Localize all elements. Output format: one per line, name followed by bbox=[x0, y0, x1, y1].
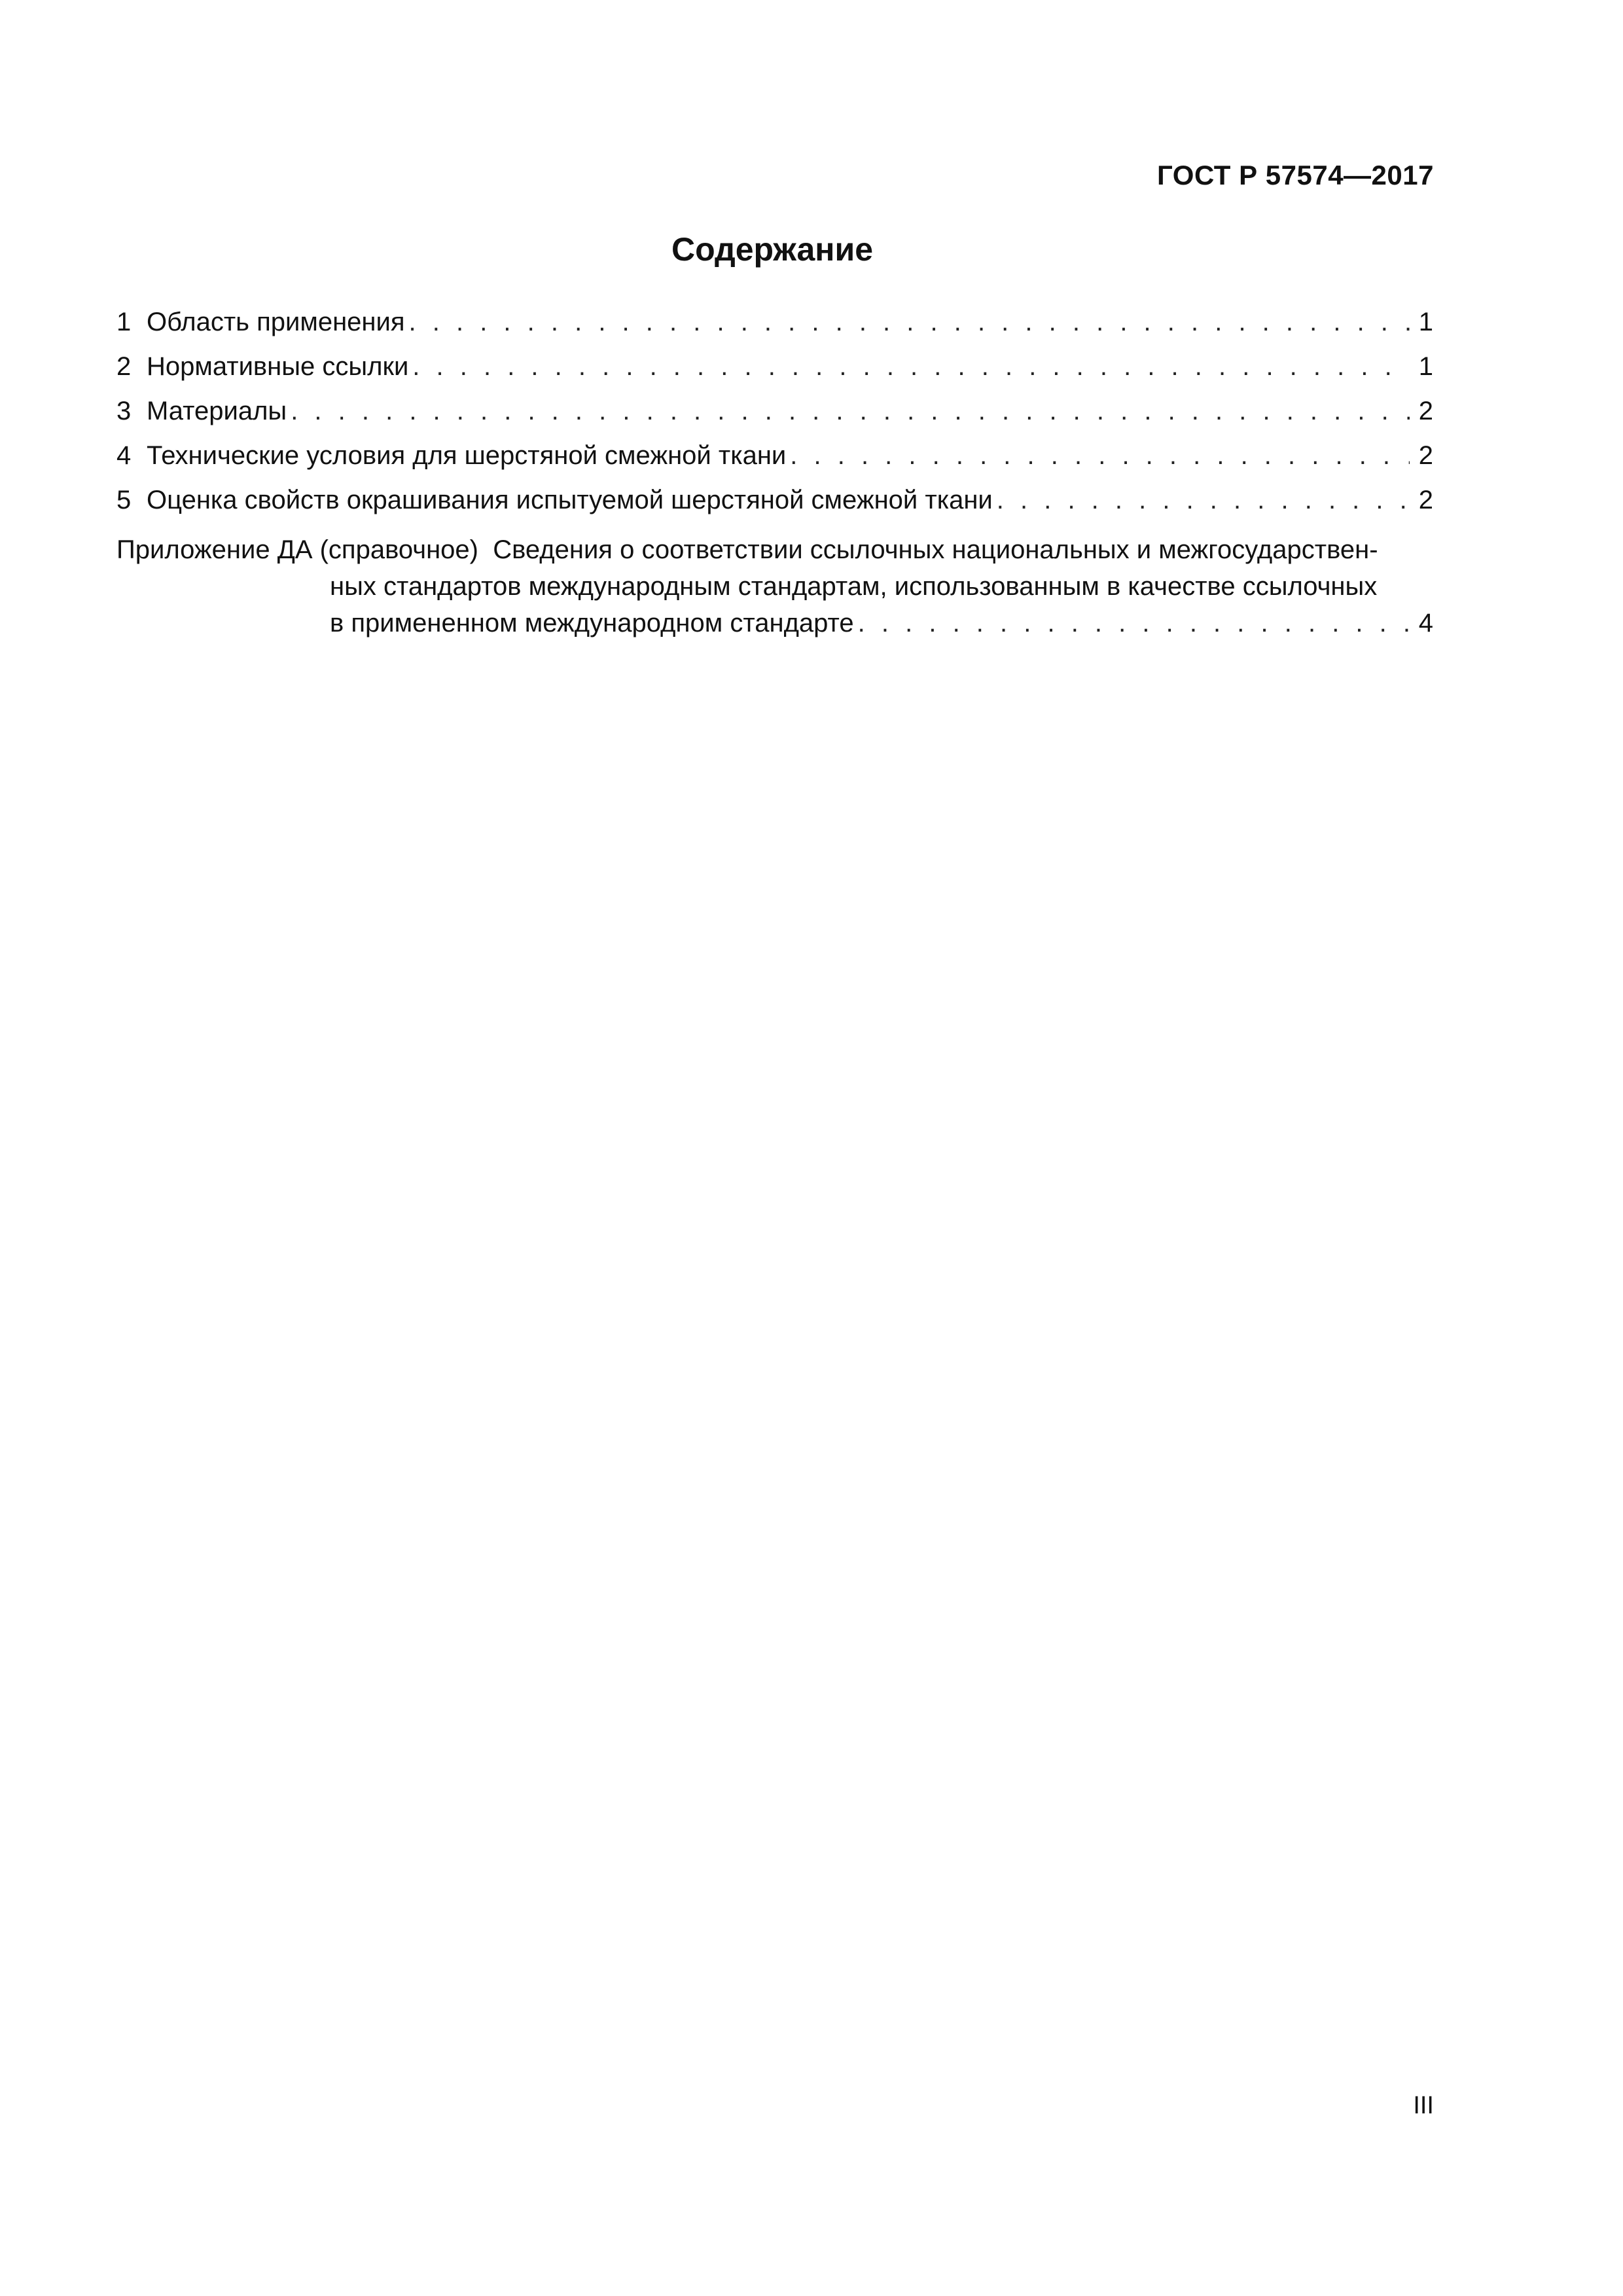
toc-entry-text: Оценка свойств окрашивания испытуемой шерстяной смежной ткани bbox=[147, 486, 993, 514]
toc-dot-leader bbox=[790, 441, 1410, 471]
table-of-contents bbox=[116, 308, 1433, 641]
toc-dot-leader bbox=[409, 308, 1410, 337]
toc-entry-5[interactable] bbox=[116, 486, 1433, 530]
toc-entry-3[interactable] bbox=[116, 397, 1433, 441]
toc-dot-leader bbox=[997, 486, 1410, 515]
toc-entry-page: 1 bbox=[1418, 352, 1433, 381]
appendix-last-line bbox=[116, 605, 1433, 641]
toc-entry-text: Область применения bbox=[147, 308, 405, 336]
toc-entry-page: 2 bbox=[1418, 441, 1433, 470]
appendix-label: Приложение ДА (справочное) bbox=[116, 535, 478, 564]
page-number: III bbox=[1413, 2092, 1434, 2119]
toc-entry-text: Технические условия для шерстяной смежной ткани bbox=[147, 441, 787, 470]
toc-dot-leader bbox=[291, 397, 1410, 426]
toc-entry-number: 3 bbox=[116, 397, 132, 425]
toc-entry-2[interactable] bbox=[116, 352, 1433, 397]
toc-entry-page: 1 bbox=[1418, 308, 1433, 336]
toc-dot-leader bbox=[412, 352, 1410, 382]
toc-entry-page: 2 bbox=[1418, 486, 1433, 514]
toc-entry-text: Нормативные ссылки bbox=[147, 352, 409, 381]
toc-entry-text: Материалы bbox=[147, 397, 287, 425]
toc-entry-page: 2 bbox=[1418, 397, 1433, 425]
appendix-title-line-1: Сведения о соответствии ссылочных национальных и межгосударствен- bbox=[493, 535, 1378, 564]
appendix-title-line-2: ных стандартов международным стандартам, использованным в качестве ссылочных bbox=[330, 572, 1378, 601]
toc-entry-1[interactable] bbox=[116, 308, 1433, 352]
toc-entry-4[interactable] bbox=[116, 441, 1433, 486]
toc-entry-appendix[interactable] bbox=[116, 531, 1433, 641]
document-code: ГОСТ Р 57574—2017 bbox=[1157, 160, 1434, 190]
toc-entry-number: 2 bbox=[116, 352, 132, 381]
toc-entry-number: 5 bbox=[116, 486, 132, 514]
toc-entry-number: 4 bbox=[116, 441, 132, 470]
appendix-page: 4 bbox=[1418, 609, 1433, 637]
toc-entry-number: 1 bbox=[116, 308, 132, 336]
toc-dot-leader bbox=[858, 605, 1410, 641]
toc-title: Содержание bbox=[671, 231, 874, 268]
appendix-first-line bbox=[116, 531, 1433, 568]
appendix-title-line-3: в примененном международном стандарте bbox=[330, 609, 854, 637]
